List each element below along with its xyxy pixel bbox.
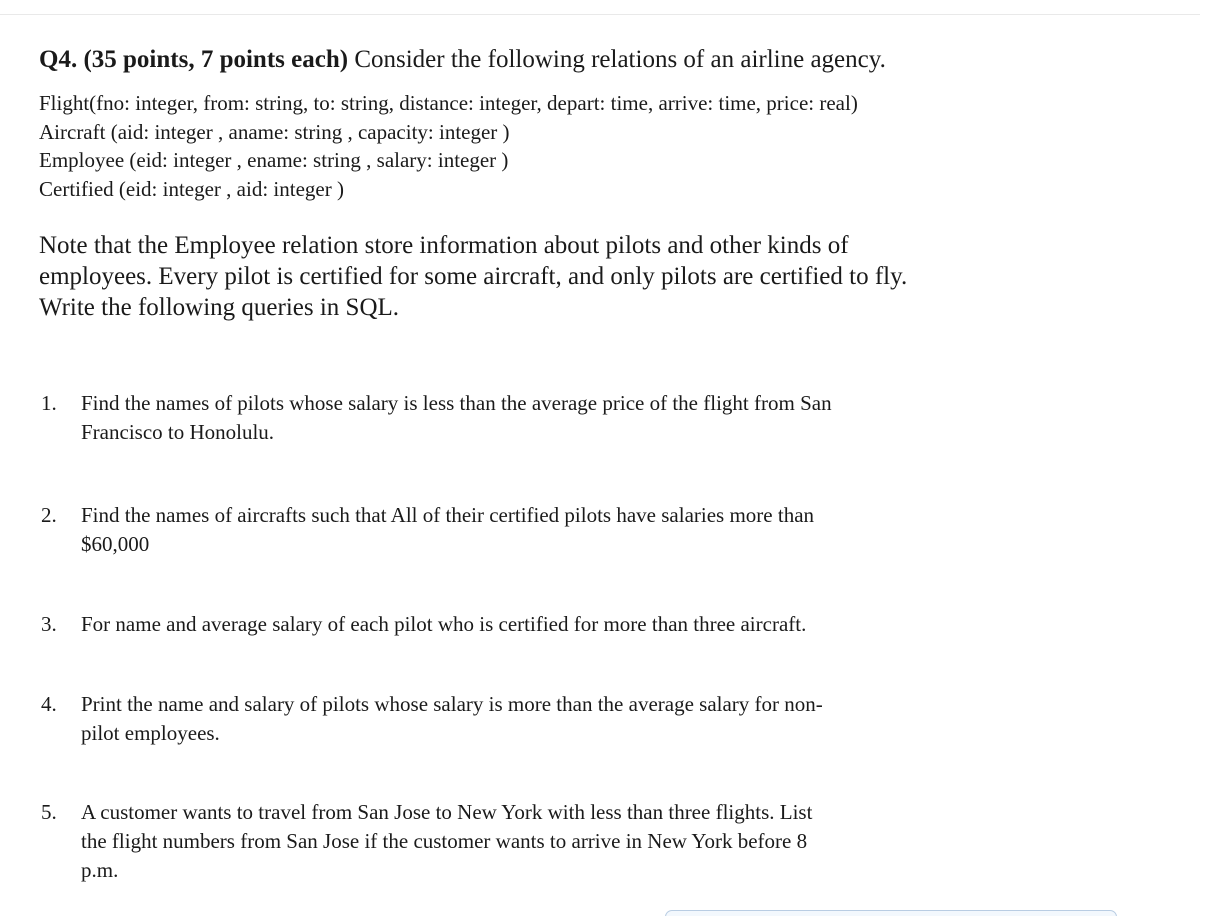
note-line: employees. Every pilot is certified for some aircraft, and only pilots are certified to fly. (39, 263, 908, 290)
query-number: 4. (41, 692, 57, 716)
query-line: Find the names of pilots whose salary is less than the average price of the flight from San (81, 391, 832, 415)
note-paragraph (39, 230, 1039, 323)
document-page (39, 42, 1039, 323)
query-text (81, 798, 1001, 885)
query-item-3 (41, 610, 1001, 639)
note-line: Note that the Employee relation store information about pilots and other kinds of (39, 232, 849, 259)
query-line: A customer wants to travel from San Jose to New York with less than three flights. List (81, 800, 813, 824)
query-item-5 (41, 798, 1001, 885)
query-text (81, 610, 1001, 639)
schema-aircraft: Aircraft (aid: integer , aname: string , capacity: integer ) (39, 119, 510, 144)
query-line: Print the name and salary of pilots whose salary is more than the average salary for non- (81, 692, 823, 716)
query-line: $60,000 (81, 532, 150, 556)
question-intro: Consider the following relations of an airline agency. (348, 46, 886, 73)
query-number: 3. (41, 612, 57, 636)
partial-bottom-widget[interactable] (665, 910, 1117, 916)
query-text (81, 690, 1001, 748)
query-text (81, 389, 1001, 447)
query-number: 5. (41, 800, 57, 824)
query-line: p.m. (81, 858, 119, 882)
note-line: Write the following queries in SQL. (39, 294, 400, 321)
question-label: Q4. (35 points, 7 points each) (39, 46, 349, 73)
schema-flight: Flight(fno: integer, from: string, to: string, distance: integer, depart: time, arrive: time, price: real) (39, 91, 858, 115)
query-item-4 (41, 690, 1001, 748)
query-line: pilot employees. (81, 721, 220, 745)
question-heading (39, 42, 1039, 78)
query-number: 1. (41, 391, 57, 415)
query-line: Francisco to Honolulu. (81, 420, 275, 444)
query-number: 2. (41, 503, 57, 527)
query-line: the flight numbers from San Jose if the customer wants to arrive in New York before 8 (81, 829, 808, 853)
relation-schema (39, 89, 1039, 203)
query-item-1 (41, 389, 1001, 447)
top-divider (0, 14, 1200, 15)
query-line: Find the names of aircrafts such that All of their certified pilots have salaries more than (81, 503, 815, 527)
query-text (81, 501, 1001, 559)
query-line: For name and average salary of each pilot who is certified for more than three aircraft. (81, 612, 807, 636)
schema-certified: Certified (eid: integer , aid: integer ) (39, 176, 344, 201)
schema-employee: Employee (eid: integer , ename: string , salary: integer ) (39, 148, 509, 172)
query-item-2 (41, 501, 1001, 559)
